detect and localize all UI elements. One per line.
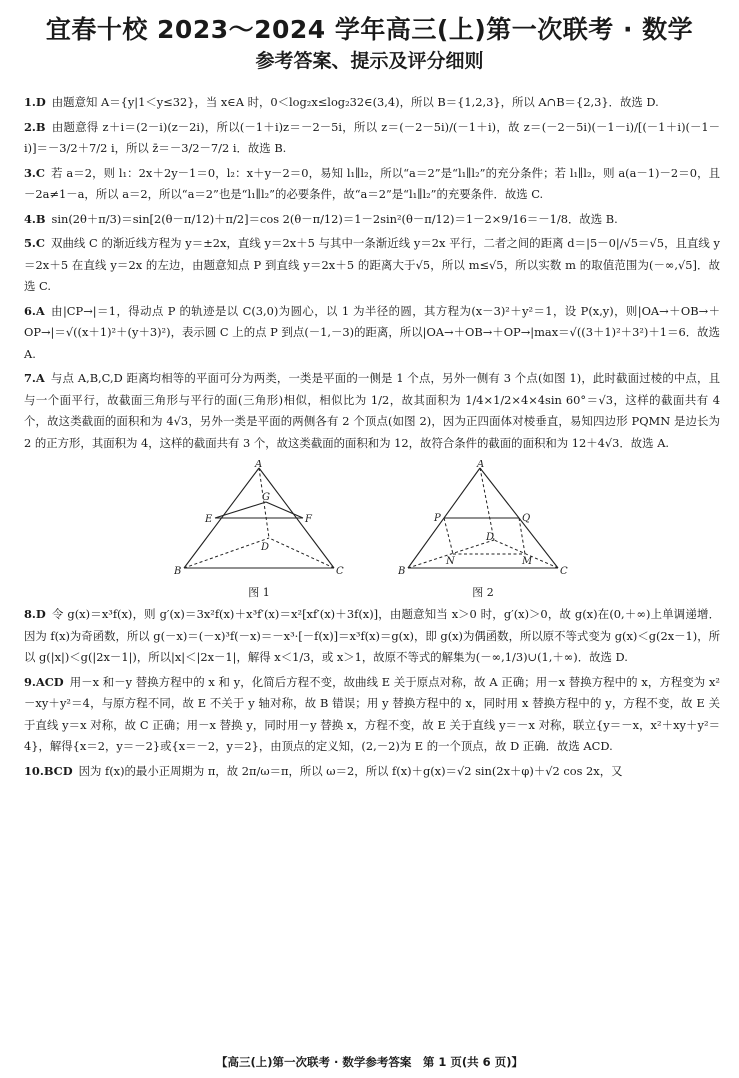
answer-item-8 bbox=[24, 604, 720, 669]
answer-number: 2.B bbox=[24, 119, 46, 134]
answer-item-2 bbox=[24, 117, 720, 160]
figure-row bbox=[24, 460, 720, 600]
fig2-label-c: C bbox=[560, 566, 568, 577]
answer-text: sin(2θ＋π/3)＝sin[2(θ－π/12)＋π/2]＝cos 2(θ－π/12)＝1－2sin²(θ－π/12)＝1－2×9/16＝－1/8．故选 B. bbox=[51, 211, 618, 226]
answer-item-3 bbox=[24, 163, 720, 206]
answer-text: 因为 f(x)的最小正周期为 π，故 2π/ω＝π，所以 ω＝2，所以 f(x)＋g(x)＝√2 sin(2x＋φ)＋√2 cos 2x，又 bbox=[78, 763, 623, 778]
answer-text: 用－x 和－y 替换方程中的 x 和 y，化简后方程不变，故曲线 E 关于原点对称，故 A 正确；用－x 替换方程中的 x，方程变为 x²－xy＋y²＝4，与原方程不同，故 E 不关于 y 轴对称，故 B 错误；用 y 替换方程中的 x，同时用 x 替换方程中的 y，方程不变，故 E 关于直线 y＝x 对称，故 C 正确；用－x 替换 y，同时用－y 替换 x，方程不变，故 E 关于直线 y＝－x 对称，联立{y＝－x，x²＋xy＋y²＝4}，解得{x＝2，y＝－2}或{x＝－2，y＝2}，由顶点的定义知，(2,－2)为 E 的一个顶点，故 D 正确．故选 ACD. bbox=[24, 674, 720, 753]
fig1-label-e: E bbox=[205, 514, 213, 525]
answer-number: 6.A bbox=[24, 303, 45, 318]
figure-2-caption: 图 2 bbox=[472, 586, 494, 599]
answer-item-9 bbox=[24, 672, 720, 758]
answer-number: 1.D bbox=[24, 95, 46, 109]
answer-item-6 bbox=[24, 301, 720, 366]
answer-text: 令 g(x)＝x³f(x)，则 g′(x)＝3x²f(x)＋x³f′(x)＝x²[xf′(x)＋3f(x)]，由题意知当 x＞0 时，g′(x)＞0，故 g(x)在(0,＋∞)上单调递增．因为 f(x)为奇函数，所以 g(－x)＝(－x)³f(－x)＝－x³·[－f(x)]＝x³f(x)＝g(x)，即 g(x)为偶函数，所以原不等式变为 g(x)＜g(2x－1)，所以 g(|x|)＜g(|2x－1|)，所以|x|＜|2x－1|，解得 x＜1/3，或 x＞1，故原不等式的解集为(－∞,1/3)∪(1,＋∞)．故选 D. bbox=[24, 607, 720, 664]
answer-number: 4.B bbox=[24, 211, 46, 226]
answer-text: 若 a＝2，则 l₁：2x＋2y－1＝0，l₂：x＋y－2＝0，易知 l₁∥l₂，所以“a＝2”是“l₁∥l₂”的充分条件；若 l₁∥l₂，则 a(a－1)－2＝0，且－2a≠1－a，所以 a＝2，所以“a＝2”也是“l₁∥l₂”的必要条件，故“a＝2”是“l₁∥l₂”的充要条件．故选 C. bbox=[24, 165, 720, 201]
answer-item-1 bbox=[24, 92, 720, 114]
answer-list bbox=[24, 92, 720, 785]
figure-1-caption: 图 1 bbox=[248, 586, 270, 599]
fig1-label-c: C bbox=[336, 566, 344, 577]
answer-item-7 bbox=[24, 368, 720, 454]
answer-text: 与点 A,B,C,D 距离均相等的平面可分为两类，一类是平面的一侧是 1 个点，另外一侧有 3 个点(如图 1)，此时截面过棱的中点，且与一个面平行，故截面三角形与平行的面(三角形)相似，相似比为 1/2，故其面积为 1/4×1/2×4×4sin 60°＝√3，这样的截面共有 4 个，故这类截面的面积和为 4√3，另外一类是平面的两侧各有 2 个顶点(如图 2)，因为正四面体对棱垂直，易知四边形 PQMN 是边长为 2 的正方形，其面积为 4，这样的截面共有 3 个，故这类截面的面积和为 12，故符合条件的截面的面积和为 12＋4√3．故选 A. bbox=[24, 371, 720, 450]
fig2-label-n: N bbox=[446, 556, 455, 567]
figure-1 bbox=[174, 460, 344, 604]
answer-item-5 bbox=[24, 233, 720, 298]
answer-item-4 bbox=[24, 209, 720, 231]
figure-2 bbox=[398, 460, 568, 604]
fig2-label-a: A bbox=[477, 460, 485, 470]
tetrahedron-figure-2 bbox=[398, 460, 568, 582]
fig1-label-b: B bbox=[174, 566, 182, 577]
page-footer: 【高三(上)第一次联考 · 数学参考答案 第 1 页(共 6 页)】 bbox=[216, 1055, 523, 1069]
answer-number: 5.C bbox=[24, 236, 45, 250]
answer-item-10 bbox=[24, 761, 720, 783]
answer-text: 由|CP→|＝1，得动点 P 的轨迹是以 C(3,0)为圆心，以 1 为半径的圆，其方程为(x－3)²＋y²＝1，设 P(x,y)，则|OA→＋OB→＋OP→|＝√((x＋1)²＋(y＋3)²)，表示圆 C 上的点 P 到点(－1,－3)的距离，所以|OA→＋OB→＋OP→|max＝√((3＋1)²＋3²)＋1＝6．故选 A. bbox=[24, 303, 720, 361]
answer-text: 由题意知 A＝{y|1＜y≤32}，当 x∈A 时，0＜log₂x≤log₂32∈(3,4)，所以 B＝{1,2,3}，所以 A∩B＝{2,3}．故选 D. bbox=[51, 95, 659, 109]
page-title: 宜春十校 2023～2024 学年高三(上)第一次联考 · 数学 bbox=[45, 15, 694, 44]
fig1-label-f: F bbox=[305, 514, 312, 525]
fig1-label-d: D bbox=[261, 542, 270, 553]
fig2-label-d: D bbox=[486, 532, 495, 543]
answer-number: 10.BCD bbox=[24, 763, 73, 778]
fig2-label-p: P bbox=[434, 513, 441, 524]
answer-number: 9.ACD bbox=[24, 674, 64, 689]
page-subtitle: 参考答案、提示及评分细则 bbox=[255, 50, 484, 72]
answer-number: 8.D bbox=[24, 607, 46, 621]
fig1-label-a: A bbox=[255, 460, 263, 470]
fig2-label-b: B bbox=[398, 566, 406, 577]
answer-text: 双曲线 C 的渐近线方程为 y＝±2x，直线 y＝2x＋5 与其中一条渐近线 y＝2x 平行，二者之间的距离 d＝|5－0|/√5＝√5，且直线 y＝2x＋5 在直线 y＝2x 的左边，由题意知点 P 到直线 y＝2x＋5 的距离大于√5，所以 m≤√5，所以实数 m 的取值范围为(－∞,√5]．故选 C. bbox=[24, 236, 720, 293]
fig1-label-g: G bbox=[262, 492, 270, 503]
fig2-label-q: Q bbox=[522, 513, 531, 524]
answer-number: 3.C bbox=[24, 165, 45, 180]
fig2-label-m: M bbox=[522, 556, 533, 567]
answer-text: 由题意得 z＋i＝(2－i)(z－2i)，所以(－1＋i)z＝－2－5i，所以 z＝(－2－5i)/(－1＋i)，故 z＝(－2－5i)(－1－i)/[(－1＋i)(－1－i)]＝－3/2＋7/2 i，所以 z̄＝－3/2－7/2 i．故选 B. bbox=[24, 119, 720, 155]
answer-number: 7.A bbox=[24, 371, 45, 385]
tetrahedron-figure-1 bbox=[174, 460, 344, 582]
